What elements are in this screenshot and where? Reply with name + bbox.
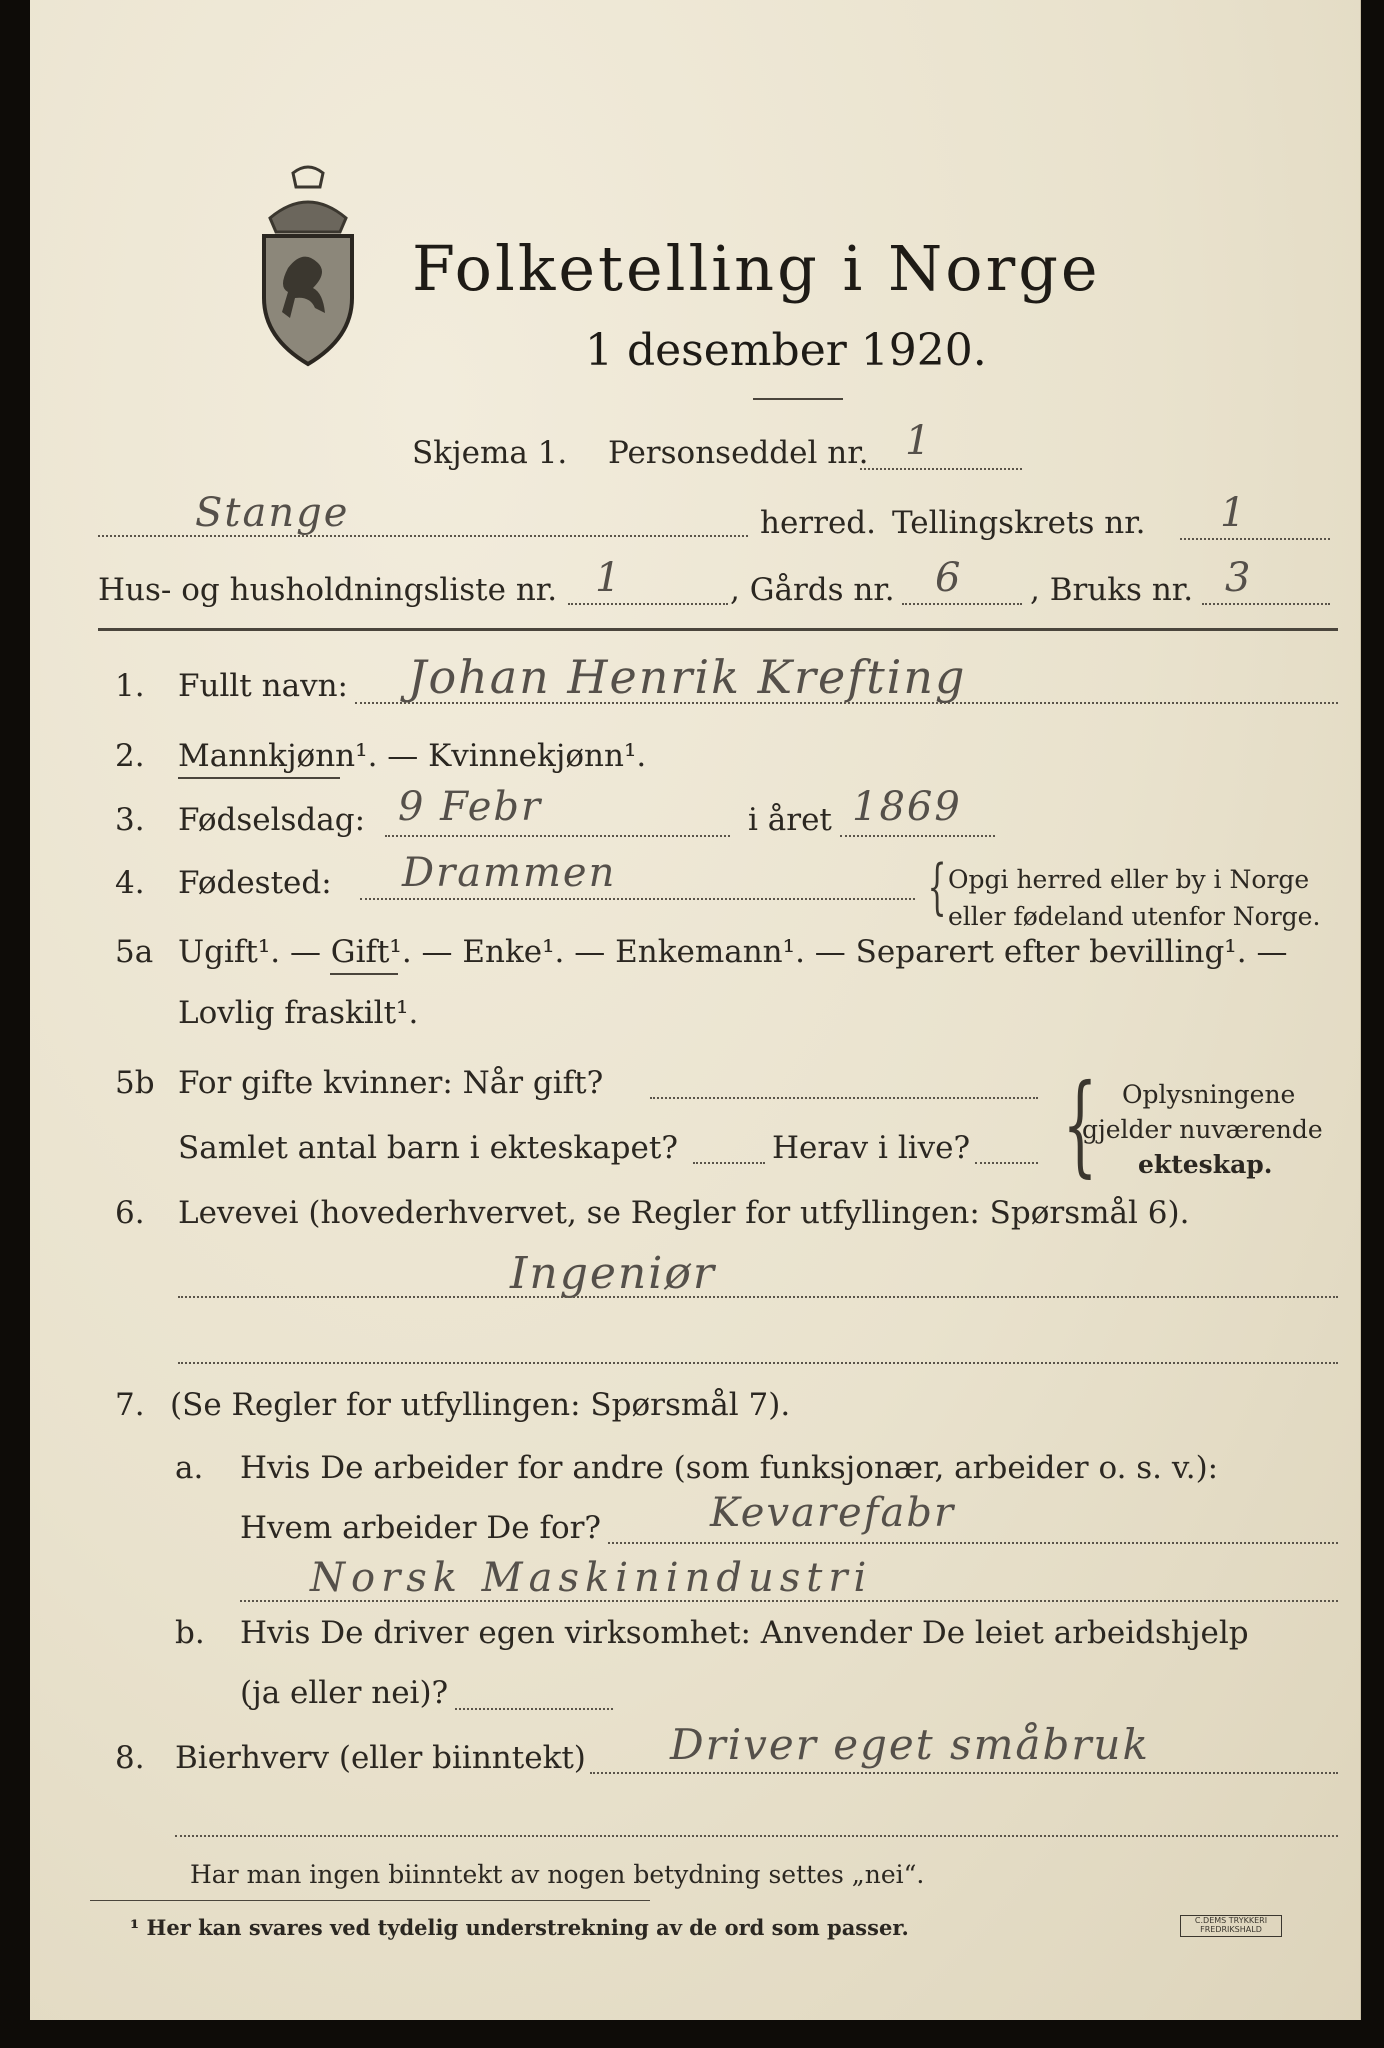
q4-note-line1: Opgi herred eller by i Norge [948,865,1310,894]
q7a-value1: Kevarefabr [710,1490,956,1536]
tellingskrets-label: Tellingskrets nr. [892,505,1146,541]
q6-line2 [178,1362,1338,1364]
q5b-brace: { [1062,1060,1098,1188]
q6-value: Ingeniør [510,1248,716,1299]
q5b-line2b: Herav i live? [772,1130,971,1166]
q3-value: 9 Febr [398,784,543,830]
title-divider [753,398,843,400]
q5b-line1-dots [650,1097,1038,1099]
printer-stamp: C.DEMS TRYKKERI FREDRIKSHALD [1180,1915,1282,1937]
q7a-line2: Hvem arbeider De for? [240,1510,602,1546]
q7a-value2: Norsk Maskinindustri [310,1555,873,1601]
q4-value: Drammen [402,850,617,896]
q7a-line3-dots [240,1600,1338,1602]
tellingskrets-value: 1 [1220,490,1248,536]
bruks-label: , Bruks nr. [1030,572,1194,608]
q5a-underline-gift [330,973,398,975]
q2-label: Mannkjønn¹. — Kvinnekjønn¹. [178,738,647,774]
q5a-number: 5a [115,934,154,970]
q3-year-line [840,835,995,837]
personseddel-value: 1 [905,418,933,464]
personseddel-label: Personseddel nr. [608,435,869,471]
schema-label: Skjema 1. [412,435,568,471]
q8-number: 8. [115,1740,145,1776]
q2-underline-mannkjonn [178,777,340,779]
biinntekt-note: Har man ingen biinntekt av nogen betydning settes „nei“. [190,1860,925,1889]
q7b-letter: b. [175,1615,205,1651]
q8-value: Driver eget småbruk [670,1720,1150,1769]
q1-label: Fullt navn: [178,668,348,704]
q3-number: 3. [115,802,145,838]
census-date: 1 desember 1920. [585,325,987,376]
q8-label: Bierhverv (eller biinntekt) [175,1740,586,1776]
bruks-value: 3 [1225,555,1253,601]
q7a-line1: Hvis De arbeider for andre (som funksjonær, arbeider o. s. v.): [240,1450,1219,1486]
q7a-line2-dots [608,1542,1338,1544]
q8-line2 [175,1835,1338,1837]
gards-line [902,603,1022,605]
q5b-line1: For gifte kvinner: Når gift? [178,1065,604,1101]
personseddel-line [860,468,1022,470]
bruks-line [1202,603,1330,605]
q5b-line2a: Samlet antal barn i ekteskapet? [178,1130,678,1166]
q5a-line1: Ugift¹. — Gift¹. — Enke¹. — Enkemann¹. — Separert efter bevilling¹. — [178,934,1288,970]
q7b-line2: (ja eller nei)? [240,1675,449,1711]
form-title: Folketelling i Norge [412,232,1101,305]
q5a-line2: Lovlig fraskilt¹. [178,995,419,1031]
q5b-note2: gjelder nuværende [1082,1115,1323,1144]
q5b-note1: Oplysningene [1122,1080,1296,1109]
q3-year-label: i året [748,802,832,838]
q7b-line1: Hvis De driver egen virksomhet: Anvender De leiet arbeidshjelp [240,1615,1249,1651]
q3-label: Fødselsdag: [178,802,366,838]
q6-number: 6. [115,1195,145,1231]
q3-year-value: 1869 [852,784,962,830]
q7a-letter: a. [175,1450,204,1486]
q7-label: (Se Regler for utfyllingen: Spørsmål 7). [170,1387,791,1423]
herred-value: Stange [195,490,350,536]
gards-label: , Gårds nr. [730,572,895,608]
footnote-rule [90,1900,650,1901]
tellingskrets-line [1180,538,1330,540]
q4-line [360,898,915,900]
q2-number: 2. [115,738,145,774]
q4-label: Fødested: [178,865,332,901]
q3-line [385,835,730,837]
header-rule [98,628,1338,631]
norway-coat-of-arms-icon [248,158,368,368]
census-form-page [30,0,1361,2020]
q7b-line2-dots [455,1708,613,1710]
q5b-line2a-dots [693,1162,765,1164]
q8-line [590,1772,1338,1774]
herred-label: herred. [760,505,876,541]
q6-label: Levevei (hovederhvervet, se Regler for utfyllingen: Spørsmål 6). [178,1195,1190,1231]
q7-number: 7. [115,1387,145,1423]
q5b-number: 5b [115,1065,155,1101]
q6-line1 [178,1296,1338,1298]
hus-label: Hus- og husholdningsliste nr. [98,572,558,608]
q5b-note3: ekteskap. [1138,1150,1273,1179]
hus-value: 1 [595,555,623,601]
q5b-line2b-dots [975,1162,1038,1164]
q1-number: 1. [115,668,145,704]
gards-value: 6 [935,555,963,601]
q4-note-line2: eller fødeland utenfor Norge. [948,902,1321,931]
q4-brace: { [927,852,947,922]
hus-line [568,603,728,605]
footnote: ¹ Her kan svares ved tydelig understrekning av de ord som passer. [130,1915,909,1940]
q1-value: Johan Henrik Krefting [408,650,967,704]
q4-number: 4. [115,865,145,901]
